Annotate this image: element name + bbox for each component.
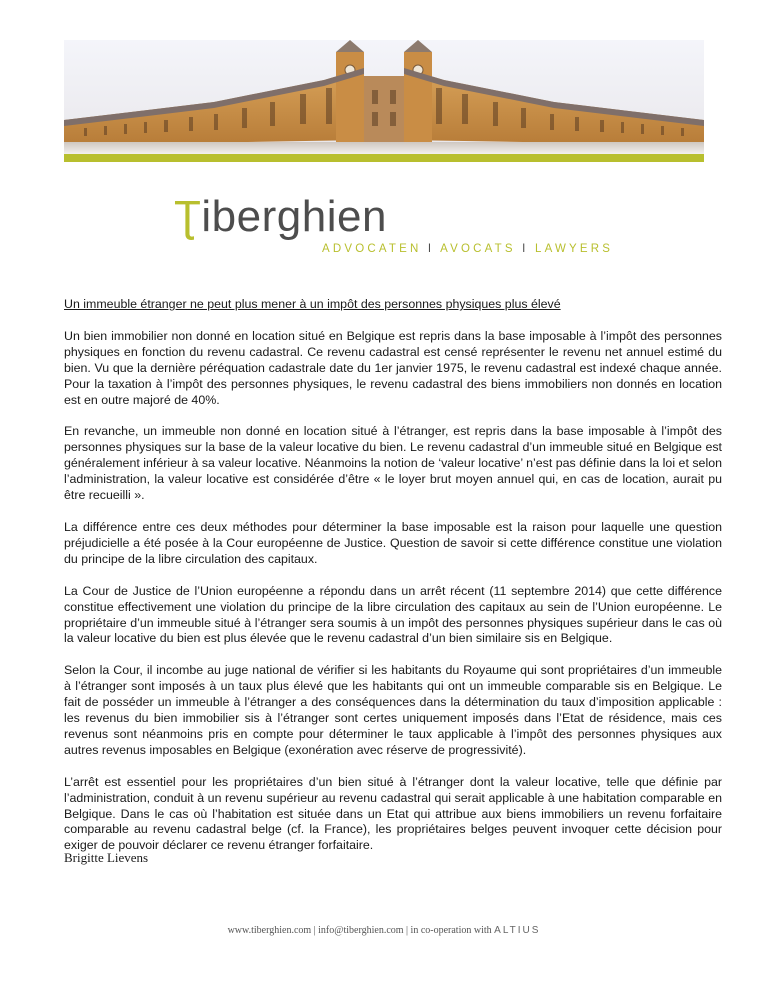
article-title: Un immeuble étranger ne peut plus mener à un impôt des personnes physiques plus élevé — [64, 297, 561, 311]
paragraph-5: Selon la Cour, il incombe au juge national de vérifier si les habitants du Royaume qui sont propriétaires d’un immeuble à l’étranger sont imposés à un taux plus élevé que les habitants qui ont un immeuble comparable sis en Belgique. Le fait de posséder un immeuble à l’étranger a des conséquences dans la détermination du taux d’imposition applicable : les revenus du bien immobilier sis à l’étranger sont certes uniquement imposés dans l’Etat de résidence, mais ces revenus sont néanmoins pris en compte pour déterminer le taux applicable à l’impôt des personnes physiques aux autres revenus imposables en Belgique (exonération avec réserve de progressivité). — [64, 663, 722, 757]
tiberghien-logo — [166, 192, 626, 268]
logo-separator: I — [427, 243, 435, 255]
paragraph-3: La différence entre ces deux méthodes pour déterminer la base imposable est la raison pour laquelle une question préjudicielle a été posée à la Cour européenne de Justice. Question de savoir si cette différence constitue une violation du principe de la libre circulation des capitaux. — [64, 519, 722, 566]
logo-separator: I — [522, 243, 529, 255]
paragraph-1: Un bien immobilier non donné en location situé en Belgique est repris dans la base imposable à l’impôt des personnes physiques en fonction du revenu cadastral. Ce revenu cadastral est censé représenter le revenu net annuel estimé du bien. Vu que la dernière péréquation cadastrale date du 1er janvier 1975, le revenu cadastral est indexé chaque année. Pour la taxation à l’impôt des personnes physiques, le revenu cadastral des biens immobiliers non donnés en location est en outre majoré de 40%. — [64, 328, 722, 407]
paragraph-6: L’arrêt est essentiel pour les propriétaires d’un bien situé à l’étranger dont la valeur locative, telle que définie par l’administration, conduit à un revenu supérieur au revenu cadastral qui serait applicable à une habitation comparable en Belgique. Dans le cas où l’habitation est située dans un Etat qui attribue aux biens immobiliers un revenu forfaitaire comparable au revenu cadastral belge (cf. la France), les propriétaires belges peuvent invoquer cette décision pour exiger de pouvoir déclarer ce revenu étranger forfaitaire. — [64, 774, 722, 853]
logo-wordmark — [174, 192, 387, 242]
paragraph-4: La Cour de Justice de l’Union européenne a répondu dans un arrêt récent (11 septembre 2014) que cette différence constitue effectivement une violation du principe de la libre circulation des capitaux au sein de l’Union européenne. Le propriétaire d’un immeuble situé à l’étranger sera soumis à un impôt des personnes physiques supérieur dans le cas où la valeur locative du bien est plus élevée que le revenu cadastral d’un bien similaire sis en Belgique. — [64, 583, 722, 646]
article-body — [64, 297, 722, 870]
footer-partner-logo: ALTIUS — [494, 925, 541, 936]
logo-word-advocaten: ADVOCATEN — [322, 243, 422, 255]
footer-contact-text: www.tiberghien.com | info@tiberghien.com | in co-operation with — [227, 925, 492, 936]
logo-word-lawyers: LAWYERS — [534, 243, 614, 255]
author-signature: Brigitte Lievens — [64, 850, 149, 865]
header-banner-image — [64, 40, 704, 162]
logo-t-mark: Ʈ — [174, 192, 202, 241]
logo-word-avocats: AVOCATS — [440, 243, 516, 255]
page-footer — [0, 925, 768, 936]
paragraph-2: En revanche, un immeuble non donné en location situé à l’étranger, est repris dans la base imposable à l’impôt des personnes physiques sur la base de la valeur locative du bien. Le revenu cadastral d’un immeuble situé en Belgique est généralement inférieur à sa valeur locative. Néanmoins la notion de ‘valeur locative’ n’est pas définie dans la loi et selon l’administration, la valeur locative est considérée d’être « le loyer brut moyen annuel qui, en cas de location, aurait pu être recueilli ». — [64, 424, 722, 503]
logo-name: iberghien — [201, 192, 387, 241]
logo-tagline — [322, 243, 613, 255]
